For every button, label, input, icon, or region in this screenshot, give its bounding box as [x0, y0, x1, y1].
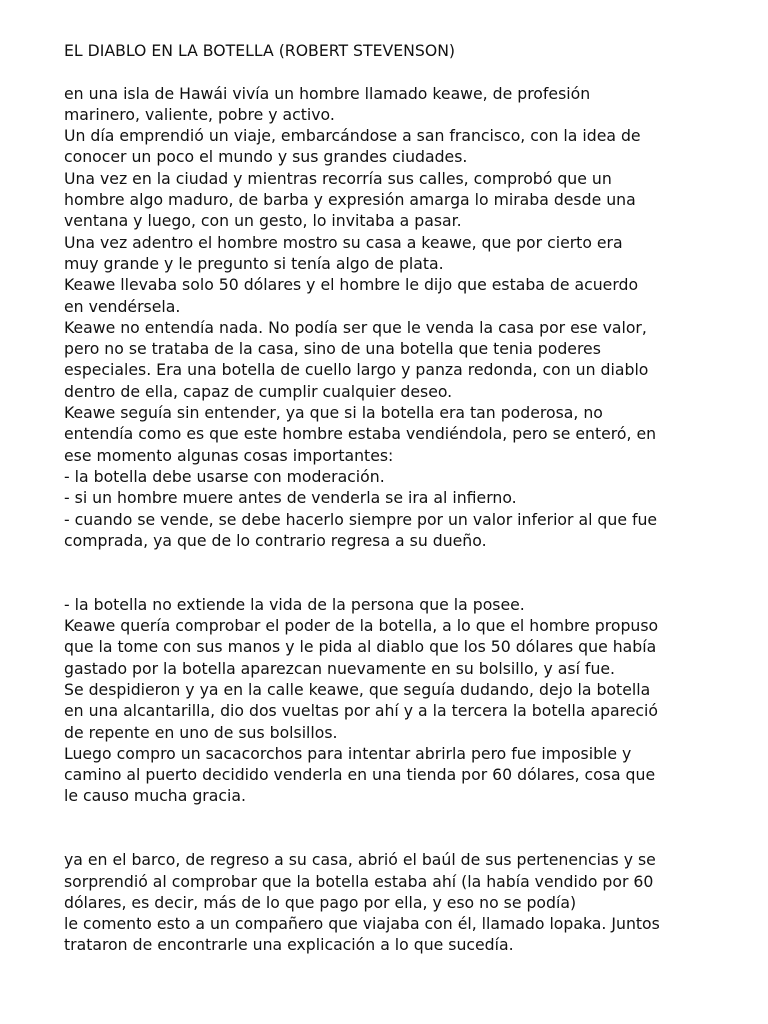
text-line: en una isla de Hawái vivía un hombre llamado keawe, de profesión [64, 83, 591, 103]
text-line: comprada, ya que de lo contrario regresa a su dueño. [64, 530, 487, 550]
text-line: ventana y luego, con un gesto, lo invitaba a pasar. [64, 211, 462, 231]
text-line: dentro de ella, capaz de cumplir cualquier deseo. [64, 381, 453, 401]
text-line: - la botella debe usarse con moderación. [64, 466, 385, 486]
text-line: le comento esto a un compañero que viajaba con él, llamado lopaka. Juntos [64, 914, 660, 934]
text-line: pero no se trataba de la casa, sino de una botella que tenia poderes [64, 339, 601, 359]
text-line: - si un hombre muere antes de venderla se ira al infierno. [64, 488, 517, 508]
text-line: Una vez adentro el hombre mostro su casa a keawe, que por cierto era [64, 232, 623, 252]
blank-line [64, 551, 712, 572]
text-line: Una vez en la ciudad y mientras recorría sus calles, comprobó que un [64, 168, 612, 188]
text-line: ese momento algunas cosas importantes: [64, 445, 394, 465]
text-line: camino al puerto decidido venderla en una tienda por 60 dólares, cosa que [64, 765, 656, 785]
text-line: marinero, valiente, pobre y activo. [64, 104, 335, 124]
text-line: muy grande y le pregunto si tenía algo de plata. [64, 253, 444, 273]
text-line: en una alcantarilla, dio dos vueltas por ahí y a la tercera la botella apareció [64, 701, 658, 721]
blank-line [64, 807, 712, 828]
text-line: Keawe no entendía nada. No podía ser que le venda la casa por ese valor, [64, 317, 647, 337]
text-line: dólares, es decir, más de lo que pago por ella, y eso no se podía) [64, 892, 577, 912]
text-line: gastado por la botella aparezcan nuevamente en su bolsillo, y así fue. [64, 658, 616, 678]
text-line: Se despidieron y ya en la calle keawe, que seguía dudando, dejo la botella [64, 679, 651, 699]
text-line: que la tome con sus manos y le pida al diablo que los 50 dólares que había [64, 637, 657, 657]
text-line: entendía como es que este hombre estaba vendiéndola, pero se enteró, en [64, 424, 657, 444]
text-line: Keawe llevaba solo 50 dólares y el hombre le dijo que estaba de acuerdo [64, 275, 639, 295]
blank-line [64, 61, 712, 82]
text-line: trataron de encontrarle una explicación a lo que sucedía. [64, 935, 514, 955]
text-line: ya en el barco, de regreso a su casa, abrió el baúl de sus pertenencias y se [64, 850, 656, 870]
text-line: de repente en uno de sus bolsillos. [64, 722, 338, 742]
text-line: especiales. Era una botella de cuello largo y panza redonda, con un diablo [64, 360, 649, 380]
text-line: conocer un poco el mundo y sus grandes ciudades. [64, 147, 468, 167]
text-line: hombre algo maduro, de barba y expresión amarga lo miraba desde una [64, 190, 636, 210]
text-line: Keawe seguía sin entender, ya que si la botella era tan poderosa, no [64, 403, 603, 423]
text-line: - la botella no extiende la vida de la persona que la posee. [64, 594, 525, 614]
blank-line [64, 572, 712, 593]
text-line: Un día emprendió un viaje, embarcándose a san francisco, con la idea de [64, 126, 641, 146]
text-line: en vendérsela. [64, 296, 181, 316]
document-body [64, 40, 712, 956]
blank-line [64, 828, 712, 849]
text-line: sorprendió al comprobar que la botella estaba ahí (la había vendido por 60 [64, 871, 654, 891]
text-line: Keawe quería comprobar el poder de la botella, a lo que el hombre propuso [64, 616, 659, 636]
text-line: Luego compro un sacacorchos para intentar abrirla pero fue imposible y [64, 743, 632, 763]
text-line: - cuando se vende, se debe hacerlo siempre por un valor inferior al que fue [64, 509, 658, 529]
document-title: EL DIABLO EN LA BOTELLA (ROBERT STEVENSON) [64, 41, 456, 60]
text-line: le causo mucha gracia. [64, 786, 246, 806]
